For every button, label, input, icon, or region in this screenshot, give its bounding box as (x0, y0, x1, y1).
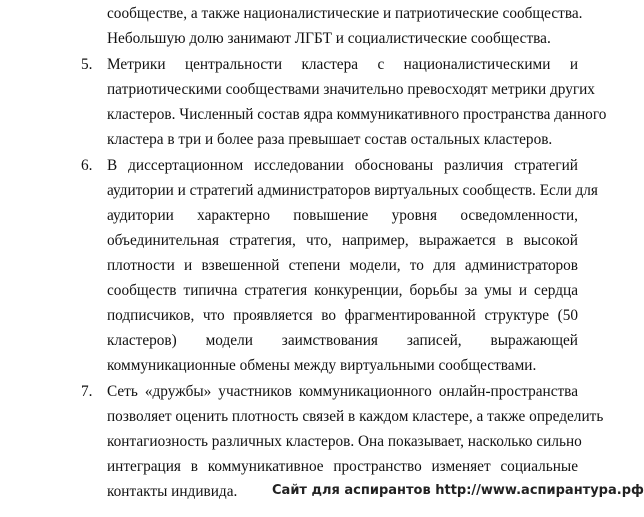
list-item-number: 6. (81, 157, 93, 174)
list-item-line: В диссертационном исследовании обоснованы различия стратегий (107, 157, 578, 174)
list-item-number: 5. (81, 56, 93, 73)
list-item-line: сообществ типична стратегия конкуренции, борьбы за умы и сердца (107, 282, 578, 299)
intro-line: сообществе, а также националистические и патриотические сообщества. (107, 5, 583, 22)
list-item-line: аудитории и стратегий администраторов виртуальных сообществ. Если для (107, 182, 598, 199)
list-item-line: контагиозность различных кластеров. Она показывает, насколько сильно (107, 433, 582, 450)
list-item-number: 7. (81, 383, 93, 400)
list-item-line: плотности и взвешенной степени модели, то для администраторов (107, 257, 578, 274)
intro-line: Небольшую долю занимают ЛГБТ и социалистические сообщества. (107, 30, 551, 47)
list-item-line: кластеров) модели заимствования записей, выражающей (107, 332, 578, 349)
list-item-line: кластера в три и более раза превышает состав остальных кластеров. (107, 131, 553, 148)
site-watermark: Сайт для аспирантов http://www.аспирантура.рф (272, 483, 644, 498)
list-item-line: интеграция в коммуникативное пространство изменяет социальные (107, 458, 578, 475)
list-item-line: объединительная стратегия, что, например, выражается в высокой (107, 232, 578, 249)
list-item-line: позволяет оценить плотность связей в каждом кластере, а также определить (107, 408, 604, 425)
list-item-line: кластеров. Численный состав ядра коммуникативного пространства данного (107, 106, 607, 123)
list-item-line: Метрики центральности кластера с националистическими и (107, 56, 578, 73)
list-item-line: коммуникационные обмены между виртуальными сообществами. (107, 357, 537, 374)
list-item-line: аудитории характерно повышение уровня осведомленности, (107, 207, 578, 224)
list-item-line: подписчиков, что проявляется во фрагментированной структуре (50 (107, 307, 578, 324)
list-item-line: контакты индивида. (107, 483, 238, 500)
list-item-line: патриотическими сообществами значительно превосходят метрики других (107, 81, 595, 98)
list-item-line: Сеть «дружбы» участников коммуникационного онлайн-пространства (107, 383, 578, 400)
